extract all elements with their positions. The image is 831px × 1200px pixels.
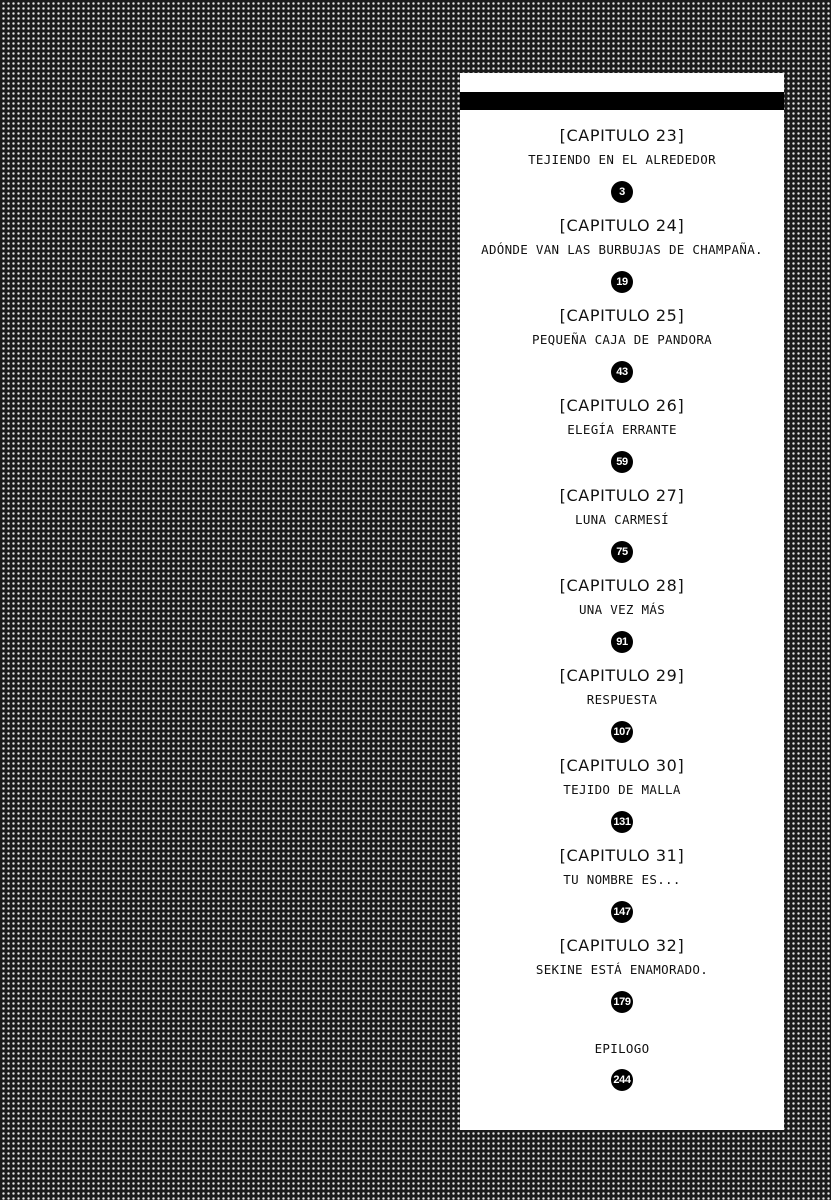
toc-entries xyxy=(460,125,784,1105)
chapter-label: [CAPITULO 24] xyxy=(559,216,685,235)
toc-entry-chapter-27[interactable] xyxy=(460,485,784,575)
toc-entry-chapter-30[interactable] xyxy=(460,755,784,845)
page-number-badge: 131 xyxy=(611,811,633,833)
page-number-badge: 75 xyxy=(611,541,633,563)
chapter-title: ELEGÍA ERRANTE xyxy=(567,422,677,437)
header-bar xyxy=(460,92,784,110)
page-number-badge: 19 xyxy=(611,271,633,293)
chapter-title: UNA VEZ MÁS xyxy=(578,602,666,617)
chapter-label: [CAPITULO 28] xyxy=(559,576,685,595)
chapter-label: [CAPITULO 23] xyxy=(559,126,685,145)
toc-entry-chapter-26[interactable] xyxy=(460,395,784,485)
chapter-label: [CAPITULO 26] xyxy=(559,396,685,415)
chapter-title: TEJIDO DE MALLA xyxy=(563,782,681,797)
chapter-title: TEJIENDO EN EL ALREDEDOR xyxy=(528,152,716,167)
chapter-label: [CAPITULO 29] xyxy=(559,666,685,685)
page-number-badge: 3 xyxy=(611,181,633,203)
toc-entry-chapter-32[interactable] xyxy=(460,935,784,1025)
table-of-contents-panel xyxy=(460,73,784,1130)
page-number-badge: 244 xyxy=(611,1069,633,1091)
chapter-label: [CAPITULO 27] xyxy=(559,486,685,505)
chapter-label: [CAPITULO 25] xyxy=(559,306,685,325)
page-number-badge: 91 xyxy=(611,631,633,653)
toc-entry-chapter-25[interactable] xyxy=(460,305,784,395)
chapter-label: [CAPITULO 31] xyxy=(559,846,685,865)
chapter-title: RESPUESTA xyxy=(586,692,658,707)
toc-entry-epilogue[interactable] xyxy=(460,1025,784,1105)
chapter-title: LUNA CARMESÍ xyxy=(575,512,669,527)
chapter-title: SEKINE ESTÁ ENAMORADO. xyxy=(535,962,709,977)
toc-entry-chapter-23[interactable] xyxy=(460,125,784,215)
toc-entry-chapter-29[interactable] xyxy=(460,665,784,755)
chapter-title: ADÓNDE VAN LAS BURBUJAS DE CHAMPAÑA. xyxy=(481,242,763,257)
chapter-title: PEQUEÑA CAJA DE PANDORA xyxy=(532,332,712,347)
page-number-badge: 43 xyxy=(611,361,633,383)
toc-entry-chapter-28[interactable] xyxy=(460,575,784,665)
toc-entry-chapter-31[interactable] xyxy=(460,845,784,935)
epilogue-title: EPILOGO xyxy=(594,1041,650,1056)
page-number-badge: 147 xyxy=(611,901,633,923)
page-number-badge: 107 xyxy=(611,721,633,743)
page-number-badge: 59 xyxy=(611,451,633,473)
chapter-label: [CAPITULO 30] xyxy=(559,756,685,775)
toc-entry-chapter-24[interactable] xyxy=(460,215,784,305)
chapter-title: TU NOMBRE ES... xyxy=(563,872,681,887)
page-number-badge: 179 xyxy=(611,991,633,1013)
chapter-label: [CAPITULO 32] xyxy=(559,936,685,955)
